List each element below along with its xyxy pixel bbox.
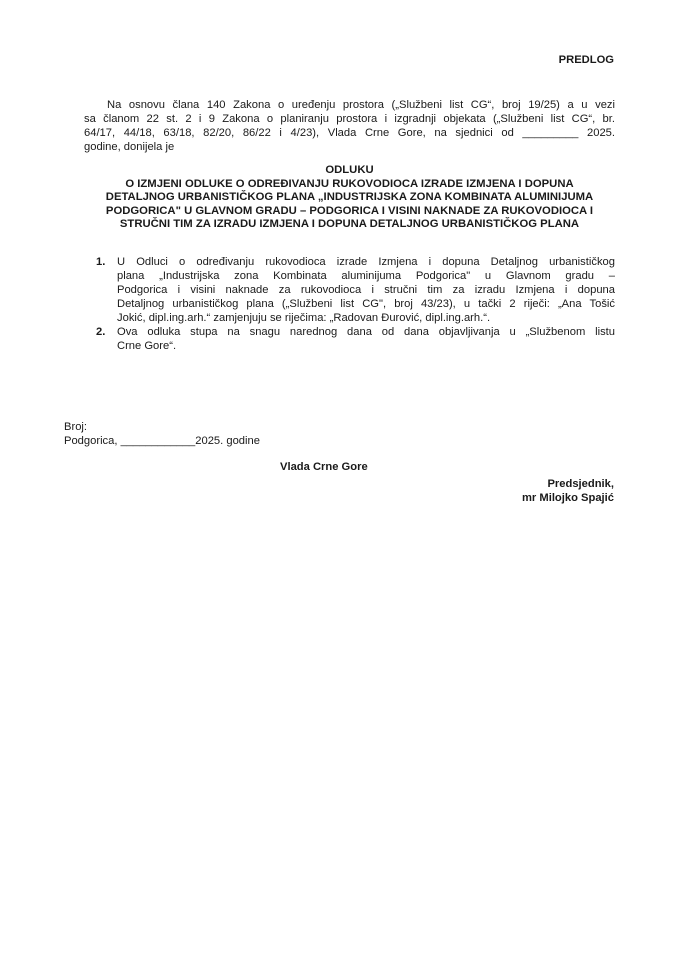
- preamble-line: sa članom 22 st. 2 i 9 Zakona o planiranju prostora i izgradnji objekata („Službeni list CG“, br.: [84, 113, 615, 125]
- item-number: 2.: [96, 326, 106, 338]
- item-line: Crne Gore“.: [117, 340, 177, 352]
- item-line: Podgorica i visini naknade za rukovodioca i stručni tim za izradu Izmjena i dopuna: [117, 284, 615, 296]
- title-line: PODGORICA" U GLAVNOM GRADU – PODGORICA I VISINI NAKNADE ZA RUKOVODIOCA I: [105, 204, 594, 217]
- item-line: Ova odluka stupa na snagu narednog dana od dana objavljivanja u „Službenom listu: [117, 326, 615, 338]
- item-line: plana „Industrijska zona Kombinata aluminijuma Podgorica" u Glavnom gradu –: [117, 270, 615, 282]
- title-heading: ODLUKU: [325, 164, 374, 176]
- signatory-title: Predsjednik,: [547, 478, 614, 490]
- number-label: Broj:: [64, 421, 88, 433]
- title-line: O IZMJENI ODLUKE O ODREĐIVANJU RUKOVODIOCA IZRADE IZMJENA I DOPUNA: [125, 177, 574, 190]
- preamble-line: Na osnovu člana 140 Zakona o uređenju prostora („Službeni list CG“, broj 19/25) a u vezi: [107, 99, 615, 111]
- place-date: Podgorica, ____________2025. godine: [64, 435, 260, 447]
- government-name: Vlada Crne Gore: [280, 461, 368, 473]
- item-line: U Odluci o određivanju rukovodioca izrade Izmjena i dopuna Detaljnog urbanističkog: [117, 256, 615, 268]
- item-line: Jokić, dipl.ing.arh.“ zamjenjuju se riječima: „Radovan Đurović, dipl.ing.arh.“.: [117, 312, 491, 324]
- signatory-name: mr Milojko Spajić: [521, 492, 614, 504]
- title-line: DETALJNOG URBANISTIČKOG PLANA „INDUSTRIJSKA ZONA KOMBINATA ALUMINIJUMA: [105, 191, 594, 203]
- preamble-line: godine, donijela je: [84, 141, 175, 153]
- document-status-label: PREDLOG: [558, 54, 614, 66]
- item-line: Detaljnog urbanističkog plana („Službeni list CG", broj 43/23), u tački 2 riječi: „Ana Tošić: [117, 298, 615, 310]
- preamble-line: 64/17, 44/18, 63/18, 82/20, 86/22 i 4/23), Vlada Crne Gore, na sjednici od _________ 2025.: [84, 127, 615, 139]
- title-line: STRUČNI TIM ZA IZRADU IZMJENA I DOPUNA DETALJNOG URBANISTIČKOG PLANA: [119, 218, 580, 230]
- item-number: 1.: [96, 256, 106, 268]
